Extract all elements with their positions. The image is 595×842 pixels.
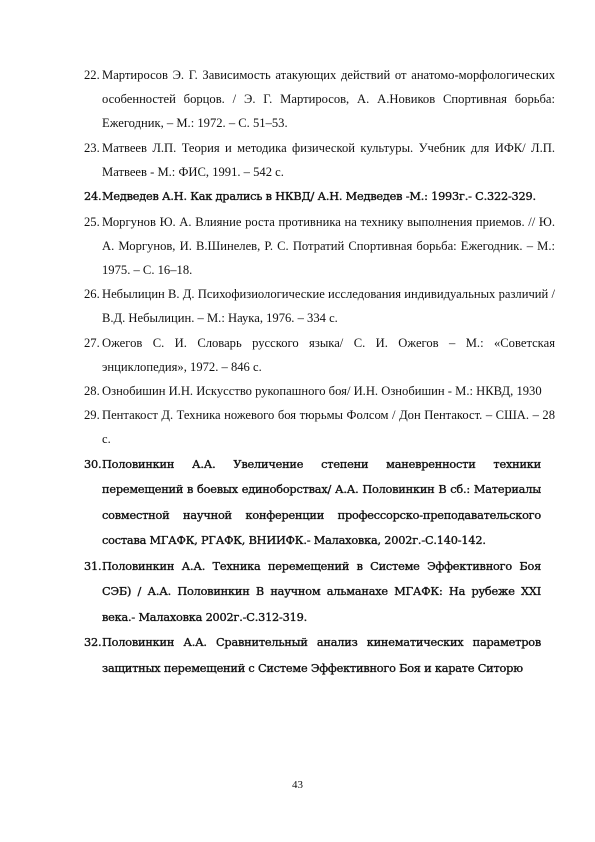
reference-text: Мартиросов Э. Г. Зависимость атакующих действий от анатомо-морфологических особенностей борцов. / Э. Г. Мартиросов, А. А.Новиков Спортивная борьба: Ежегодник, – М.: 1972. – С. 51–53.	[102, 68, 555, 131]
reference-number: 26.	[84, 287, 100, 302]
reference-number: 32.	[84, 636, 102, 650]
reference-number: 27.	[84, 335, 100, 350]
reference-text: Ожегов С. И. Словарь русского языка/ С. И. Ожегов – М.: «Советская энциклопедия», 1972. – 846 с.	[102, 335, 555, 374]
reference-text: Небылицин В. Д. Психофизиологические исследования индивидуальных различий / В.Д. Небылицин. – М.: Наука, 1976. – 334 с.	[102, 287, 555, 326]
reference-number: 30.	[84, 457, 102, 471]
reference-item-26	[84, 282, 555, 330]
reference-text: Медведев А.Н. Как дрались в НКВД/ А.Н. Медведев -М.: 1993г.- С.322-329.	[102, 190, 536, 204]
reference-item-30	[84, 452, 555, 554]
reference-text: Ознобишин И.Н. Искусство рукопашного боя/ И.Н. Ознобишин - М.: НКВД, 1930	[102, 383, 542, 398]
reference-item-29	[84, 403, 555, 451]
reference-text: Матвеев Л.П. Теория и методика физической культуры. Учебник для ИФК/ Л.П. Матвеев - М.: ФИС, 1991. – 542 с.	[102, 140, 555, 179]
reference-number: 29.	[84, 408, 100, 423]
reference-item-23	[84, 136, 555, 184]
reference-item-28	[84, 379, 555, 403]
reference-item-25	[84, 210, 555, 283]
reference-text: Пентакост Д. Техника ножевого боя тюрьмы Фолсом / Дон Пентакост. – США. – 28 с.	[102, 408, 555, 447]
reference-number: 25.	[84, 214, 100, 229]
reference-item-31	[84, 554, 555, 631]
reference-list	[84, 63, 555, 681]
reference-number: 22.	[84, 68, 100, 82]
reference-item-22	[84, 63, 555, 136]
reference-number: 23.	[84, 140, 100, 155]
reference-number: 31.	[84, 559, 102, 573]
reference-number: 24.	[84, 190, 102, 204]
reference-text: Половинкин А.А. Техника перемещений в Системе Эффективного Боя СЭБ) / А.А. Половинкин В научном альманахе МГАФК: На рубеже XXI века.- Малаховка 2002г.-С.312-319.	[102, 559, 541, 624]
reference-number: 28.	[84, 383, 100, 398]
reference-item-24	[84, 184, 555, 210]
reference-text: Моргунов Ю. А. Влияние роста противника на технику выполнения приемов. // Ю. А. Моргунов, И. В.Шинелев, Р. С. Потратий Спортивная борьба: Ежегодник. – М.: 1975. – С. 16–18.	[102, 214, 555, 277]
reference-item-32	[84, 630, 555, 681]
reference-text: Половинкин А.А. Сравнительный анализ кинематических параметров защитных перемещений с Системе Эффективного Боя и карате Ситорю	[102, 636, 541, 675]
page-number: 43	[292, 779, 303, 791]
reference-text: Половинкин А.А. Увеличение степени маневренности техники перемещений в боевых единоборствах/ А.А. Половинкин В сб.: Материалы совместной научной конференции профессорско-преподавательского состава МГАФК, РГАФК, ВНИИФК.- Малаховка, 2002г.-С.140-142.	[102, 457, 541, 548]
reference-item-27	[84, 331, 555, 379]
